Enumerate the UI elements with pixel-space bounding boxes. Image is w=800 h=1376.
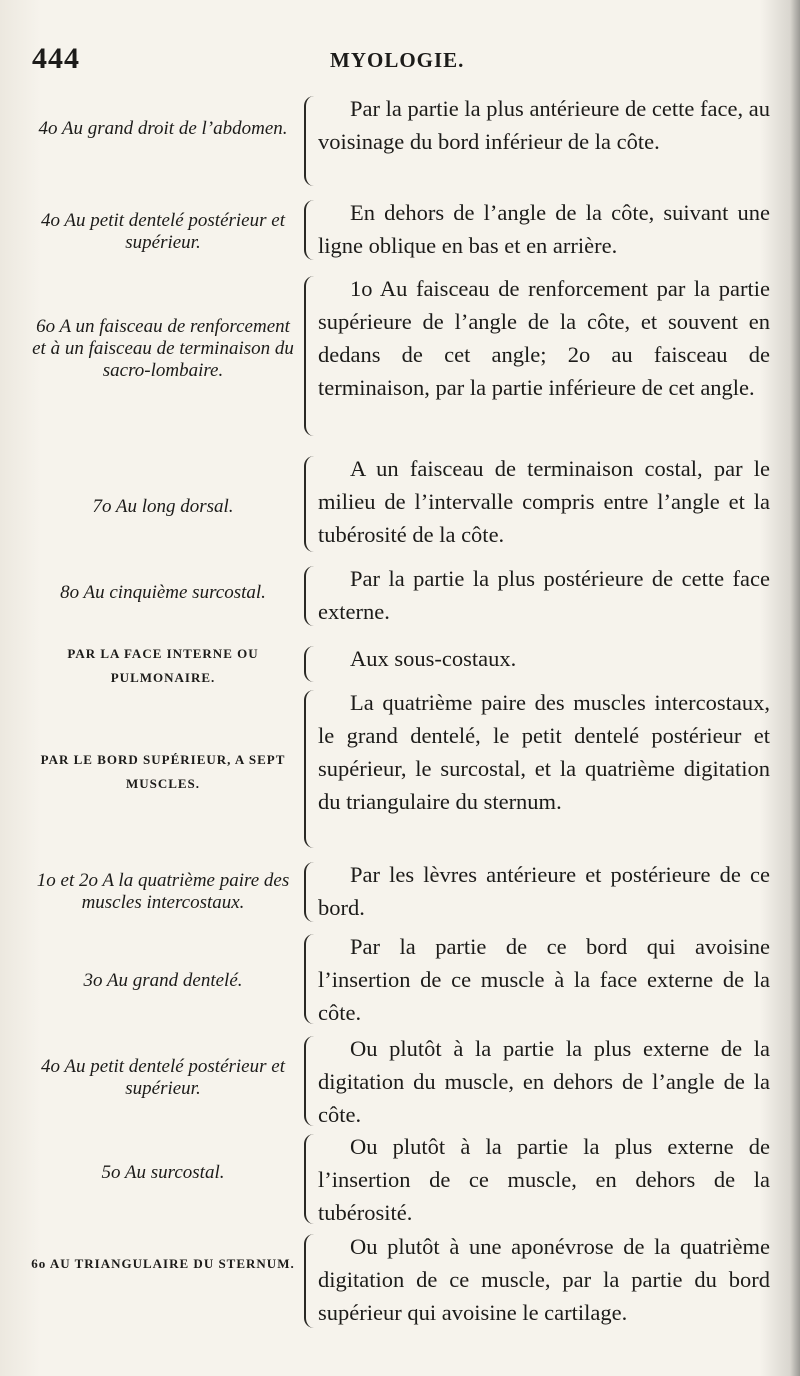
insertion-entry xyxy=(28,562,772,632)
section-label: 6o AU TRIANGULAIRE DU STERNUM. xyxy=(31,1256,295,1271)
muscle-label: 8o Au cinquième surcostal. xyxy=(60,582,266,603)
insertion-entry xyxy=(28,930,772,1030)
insertion-description: Par la partie la plus postérieure de cette face externe. xyxy=(318,566,770,624)
section-label: PAR LE BORD SUPÉRIEUR, A SEPT MUSCLES. xyxy=(40,752,286,791)
page-number: 444 xyxy=(32,42,80,75)
insertion-entry xyxy=(28,1130,772,1230)
insertion-entry xyxy=(28,686,772,854)
insertion-description: Par la partie de ce bord qui avoisine l’insertion de ce muscle à la face externe de la côte. xyxy=(318,934,770,1025)
insertion-entry xyxy=(28,858,772,928)
muscle-label: 1o et 2o A la quatrième paire des muscles intercostaux. xyxy=(36,870,290,913)
insertion-description: Aux sous-costaux. xyxy=(350,646,517,671)
muscle-label: 4o Au petit dentelé postérieur et supérieur. xyxy=(41,210,285,253)
insertion-description: A un faisceau de terminaison costal, par le milieu de l’intervalle compris entre l’angle et la tubérosité de la côte. xyxy=(318,456,770,547)
page-header xyxy=(30,40,770,80)
muscle-label: 4o Au grand droit de l’abdomen. xyxy=(38,118,288,139)
insertion-description: La quatrième paire des muscles intercostaux, le grand dentelé, le petit dentelé postérieur et supérieur, le surcostal, et la quatrième digitation du triangulaire du sternum. xyxy=(318,690,770,814)
insertion-description: 1o Au faisceau de renforcement par la partie supérieure de l’angle de la côte, et souvent en dedans de cet angle; 2o au faisceau de terminaison, par la partie inférieure de cet angle. xyxy=(318,276,770,400)
insertion-entry xyxy=(28,272,772,442)
muscle-label: 6o A un faisceau de renforcement et à un faisceau de terminaison du sacro-lombaire. xyxy=(32,316,294,381)
section-label: PAR LA FACE INTERNE OU PULMONAIRE. xyxy=(67,646,259,685)
muscle-label: 3o Au grand dentelé. xyxy=(83,970,243,991)
running-title: MYOLOGIE. xyxy=(330,48,465,72)
insertion-description: En dehors de l’angle de la côte, suivant une ligne oblique en bas et en arrière. xyxy=(318,200,770,258)
insertion-description: Ou plutôt à la partie la plus externe de l’insertion de ce muscle, en dehors de la tubérosité. xyxy=(318,1134,770,1225)
insertion-description: Ou plutôt à la partie la plus externe de la digitation du muscle, en dehors de l’angle de la côte. xyxy=(318,1036,770,1127)
muscle-label: 5o Au surcostal. xyxy=(101,1162,225,1183)
insertion-entry xyxy=(28,452,772,562)
insertion-entry xyxy=(28,1230,772,1334)
insertion-entry xyxy=(28,1032,772,1132)
insertion-description: Ou plutôt à une aponévrose de la quatrième digitation de ce muscle, par la partie du bord supérieur qui avoisine le cartilage. xyxy=(318,1234,770,1325)
insertion-entry xyxy=(28,642,772,688)
insertion-description: Par les lèvres antérieure et postérieure de ce bord. xyxy=(318,862,770,920)
muscle-label: 4o Au petit dentelé postérieur et supérieur. xyxy=(41,1056,285,1099)
insertion-entry xyxy=(28,196,772,266)
insertion-description: Par la partie la plus antérieure de cette face, au voisinage du bord inférieur de la côte. xyxy=(318,96,770,154)
insertion-entry xyxy=(28,92,772,192)
muscle-label: 7o Au long dorsal. xyxy=(92,496,234,517)
